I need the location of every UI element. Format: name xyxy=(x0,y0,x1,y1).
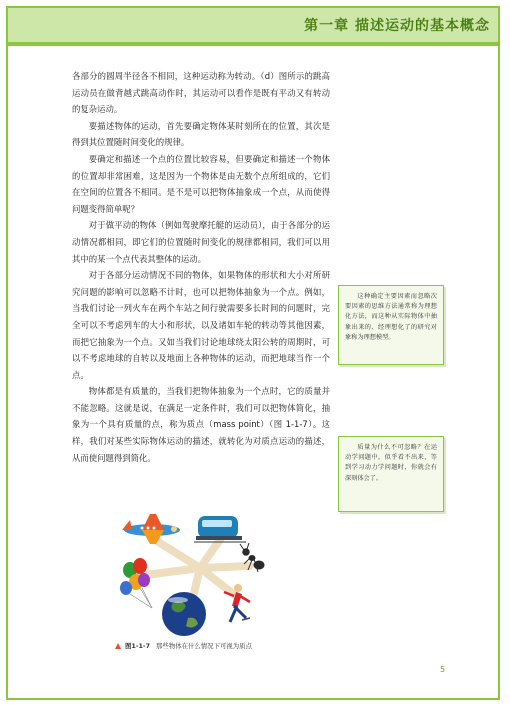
paragraph: 物体都是有质量的，当我们把物体抽象为一个点时，它的质量并不能忽略。这就是说，在满足一定条件时，我们可以把物体简化，抽象为一个具有质量的点，称为质点（mass point）（图 1-1-7）。这样，我们对某些实际物体运动的描述，就转化为对质点运动的描述，从而使问题得到简化。 xyxy=(72,386,330,463)
figure-caption xyxy=(115,641,252,650)
paragraph: 要描述物体的运动，首先要确定物体某时刻所在的位置，其次是得到其位置随时间变化的规律。 xyxy=(72,120,330,148)
figure-caption-text: 那些物体在什么情况下可视为质点 xyxy=(156,642,252,650)
header-strip xyxy=(8,42,498,46)
sidebar-note-mass: 质量为什么不可忽略？在运动学问题中，似乎看不出来，等到学习动力学问题时，你就会有深刻体会了。 xyxy=(338,436,444,512)
balloons-illustration xyxy=(120,558,152,608)
airplane-illustration xyxy=(122,514,180,544)
paragraph: 对于做平动的物体（例如驾驶摩托艇的运动员），由于各部分的运动情况都相同，即它们的位置随时间变化的规律都相同，我们可以用其中的某一个点代表其整体的运动。 xyxy=(72,220,330,264)
figure-number: 图1-1-7 xyxy=(125,642,151,650)
triangle-marker-icon xyxy=(115,643,121,649)
page-number: 5 xyxy=(440,665,446,674)
sidebar-note-idealization: 这种确定主要因素而忽略次要因素的思维方法通常称为理想化方法，而这种从实际物体中抽象出来的、经理想化了的研究对象称为理想模型。 xyxy=(338,285,444,365)
paragraph: 要确定和描述一个点的位置比较容易，但要确定和描述一个物体的位置却非常困难，这是因为一个物体是由无数个点所组成的，它们在空间的位置各不相同。是不是可以把物体抽象成一个点，从而使得问题变得简单呢？ xyxy=(72,153,330,214)
main-body-text xyxy=(72,68,330,466)
paragraph: 各部分的圆周半径各不相同，这种运动称为转动。（d）图所示的跳高运动员在做背越式跳高动作时，其运动可以看作是既有平动又有转动的复杂运动。 xyxy=(72,71,330,115)
train-illustration xyxy=(194,516,246,542)
paragraph: 对于各部分运动情况不同的物体，如果物体的形状和大小对所研究问题的影响可以忽略不计时，也可以把物体抽象为一个点。例如，当我们讨论一列火车在两个车站之间行驶需要多长时间的问题时，完全可以不考虑列车的大小和形状，以及诸如车轮的转动等其他因素，而把它抽象为一个点。又如当我们讨论地球绕太阳公转的周期时，可以不考虑地球的自转以及地面上各种物体的运动，而把地球当作一个点。 xyxy=(72,270,330,380)
earth-illustration xyxy=(162,592,206,636)
chapter-title: 第一章 描述运动的基本概念 xyxy=(304,18,490,34)
figure-illustration xyxy=(112,508,290,638)
